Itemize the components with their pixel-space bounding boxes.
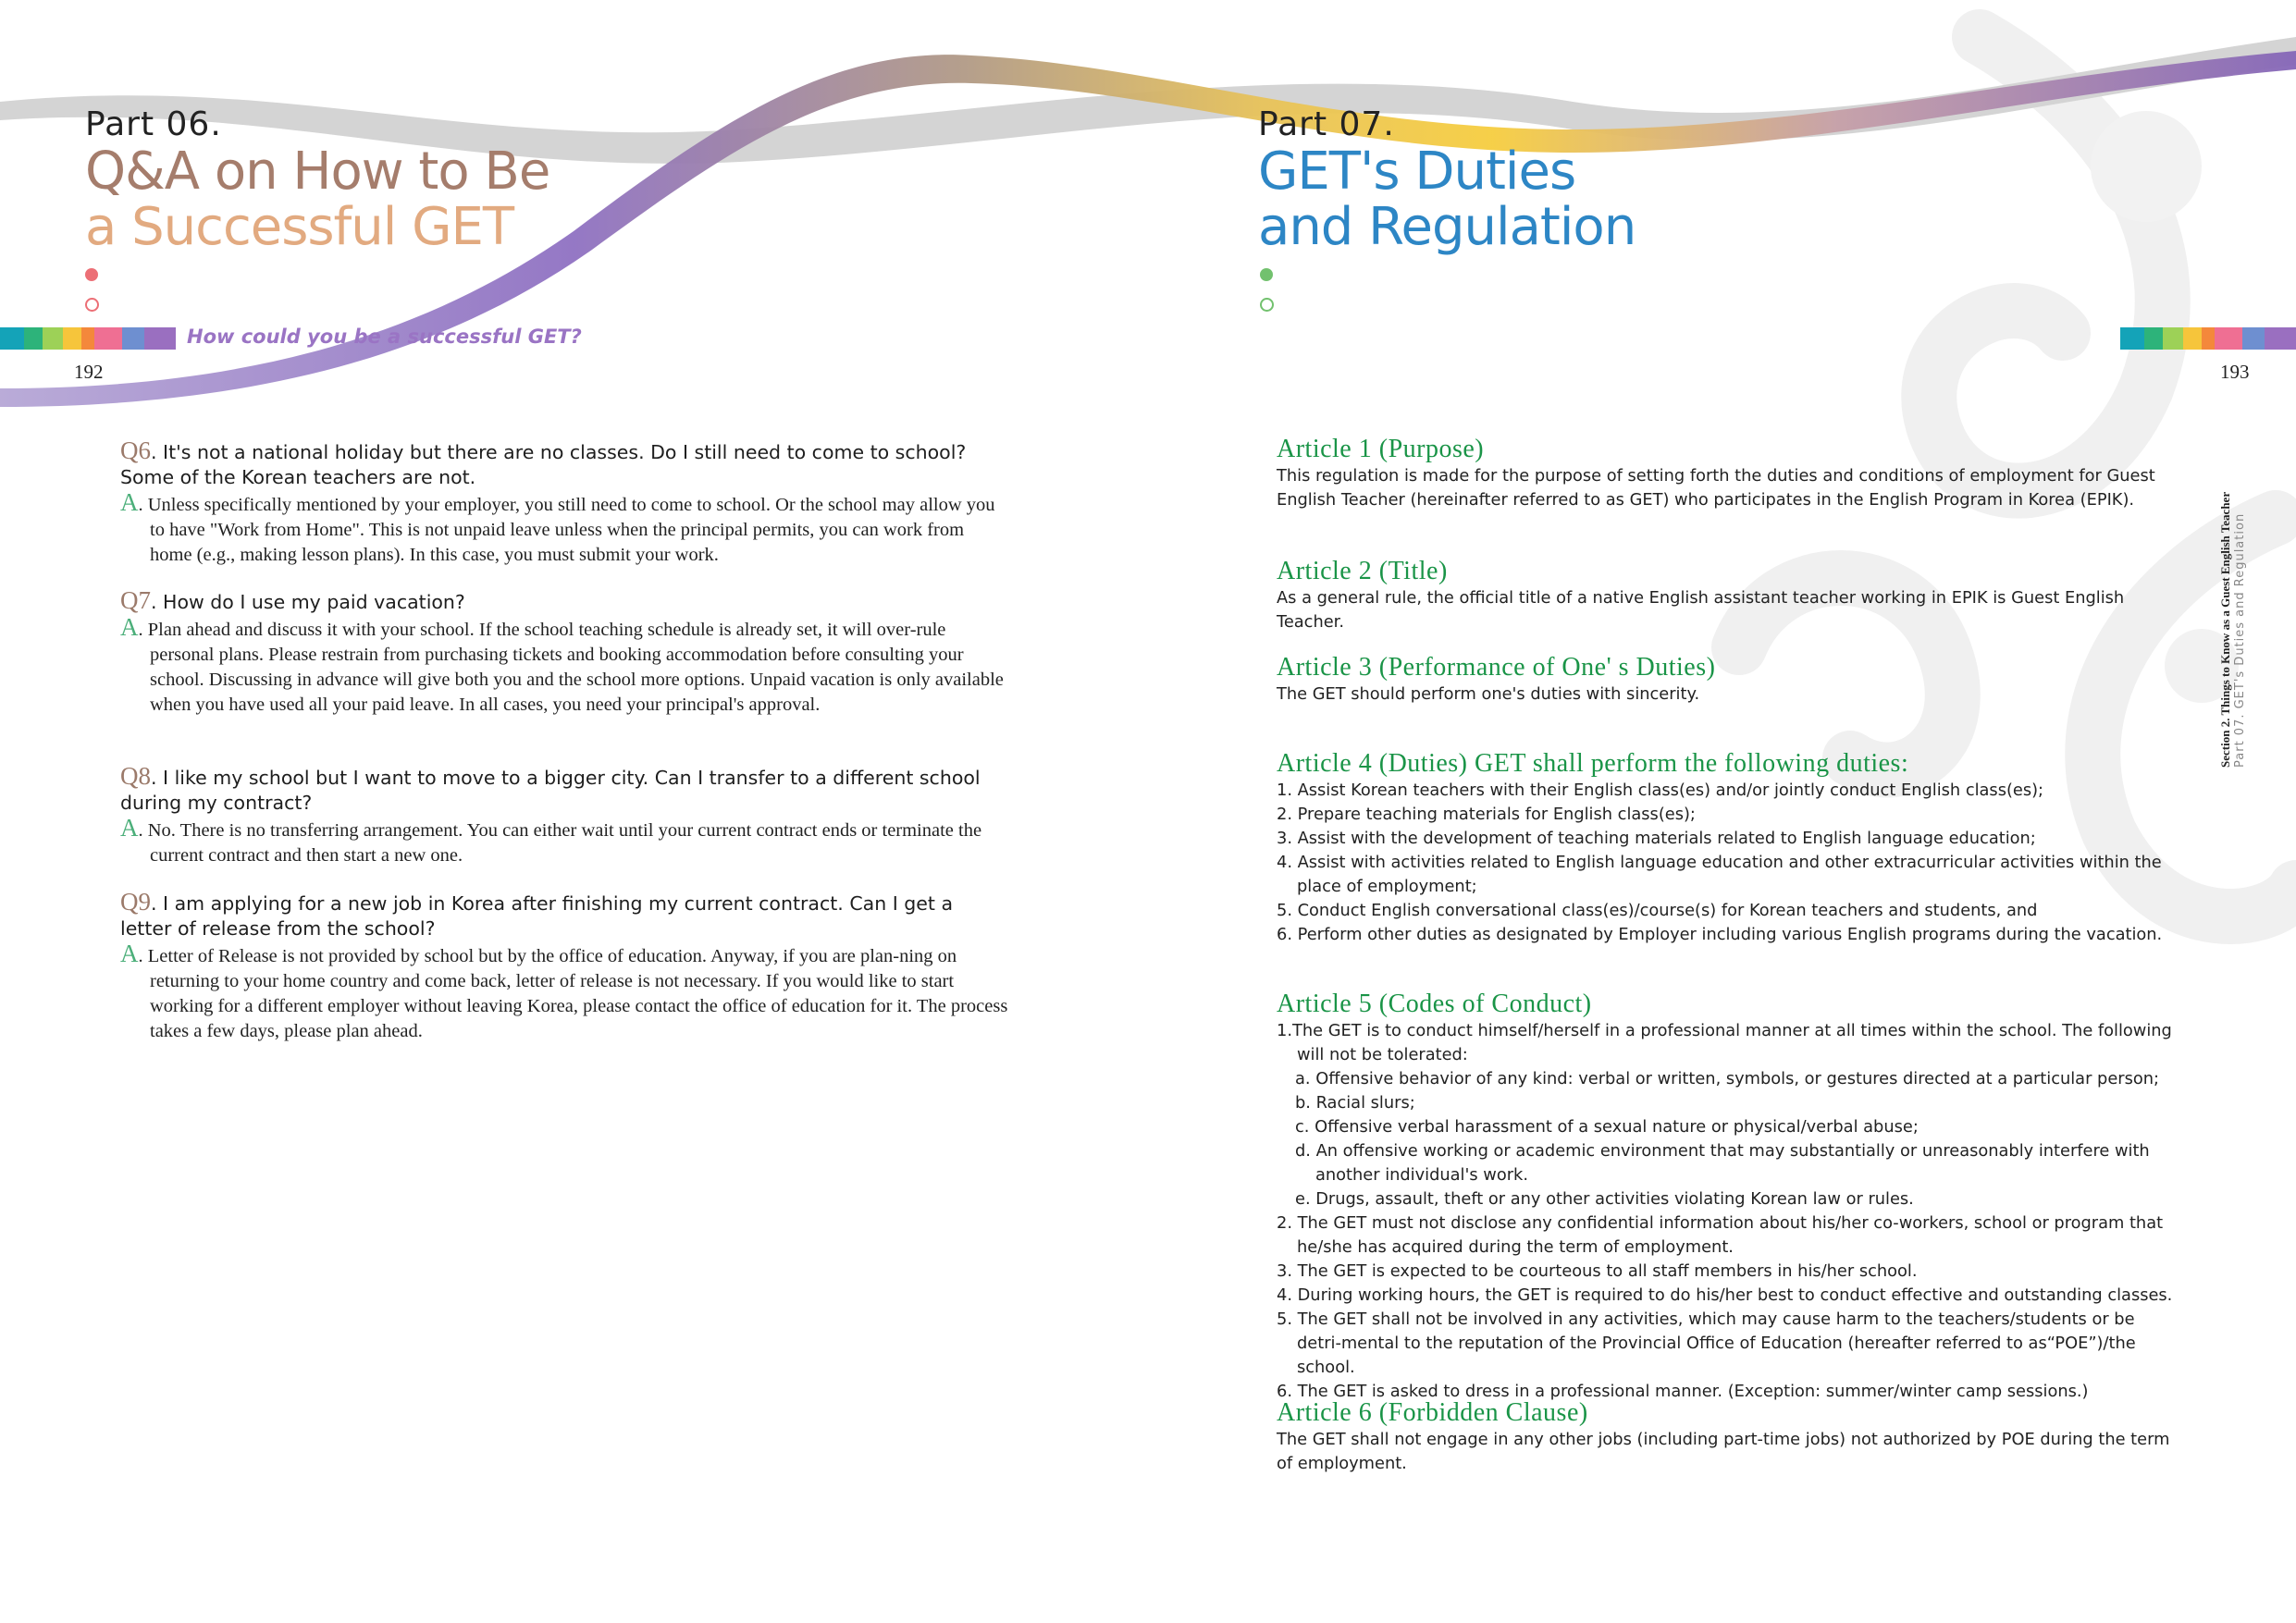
list-item: 3. Assist with the development of teaching materials related to English language education; <box>1277 829 2036 848</box>
left-title-line2: a Successful GET <box>85 197 514 257</box>
list-item: 6. Perform other duties as designated by Employer including various English programs during the vacation. <box>1277 925 2163 944</box>
part-07-label: Part 07. <box>1258 105 1395 143</box>
list-item: 4. During working hours, the GET is required to do his/her best to conduct effective and outstanding classes. <box>1277 1285 2173 1305</box>
article-4 <box>1277 749 2183 947</box>
right-dot-filled <box>1260 268 1273 281</box>
left-dot-ring <box>85 298 99 312</box>
a-label: A <box>120 940 139 967</box>
answer-text: . Plan ahead and discuss it with your school. If the school teaching schedule is already set, it will over-rule personal plans. Please restrain from purchasing tickets and booking accommodation before consulting your school. Discussing in advance will give both you and the school more options. Unpaid vacation is only available when you have used all your paid leave. In all cases, you need your principal's approval. <box>138 620 1004 715</box>
list-item: 2. The GET must not disclose any confidential information about his/her co-workers, school or program that he/she has acquired during the term of employment. <box>1277 1213 2164 1257</box>
answer-text: . Unless specifically mentioned by your employer, you still need to come to school. Or the school may allow you to have "Work from Home". This is not unpaid leave unless when the principal permits, you can work from home (e.g., making lesson plans). In this case, you must submit your work. <box>138 495 995 565</box>
left-subtitle: How could you be a successful GET? <box>187 326 582 348</box>
question-text: . How do I use my paid vacation? <box>151 591 465 613</box>
a-label: A <box>120 613 139 641</box>
question-text: . It's not a national holiday but there are no classes. Do I still need to come to school? Some of the Korean teachers are not. <box>120 441 967 488</box>
list-item: 6. The GET is asked to dress in a professional manner. (Exception: summer/winter camp sessions.) <box>1277 1382 2089 1401</box>
article-heading: Article 2 (Title) <box>1277 557 1448 585</box>
list-item: 3. The GET is expected to be courteous to all staff members in his/her school. <box>1277 1261 1918 1281</box>
part-06-label: Part 06. <box>85 105 222 143</box>
sub-list-item: c. Offensive verbal harassment of a sexual nature or physical/verbal abuse; <box>1295 1117 1919 1137</box>
article-body: The GET shall not engage in any other jobs (including part-time jobs) not authorized by POE during the term of employment. <box>1277 1430 2170 1473</box>
list-item: 2. Prepare teaching materials for English class(es); <box>1277 805 1696 824</box>
sub-list-item: d. An offensive working or academic environment that may substantially or unreasonably interfere with another individual's work. <box>1295 1141 2150 1185</box>
qa-item <box>120 438 1008 568</box>
article-2 <box>1277 557 2183 634</box>
a-label: A <box>120 488 139 516</box>
article-body: As a general rule, the official title of a native English assistant teacher working in EPIK is Guest English Teacher. <box>1277 588 2125 632</box>
article-body: The GET should perform one's duties with sincerity. <box>1277 684 1700 704</box>
right-title-line1: GET's Duties <box>1258 141 1576 202</box>
qa-item <box>120 764 1008 868</box>
article-1 <box>1277 435 2183 512</box>
list-item: 1.The GET is to conduct himself/herself in a professional manner at all times within the school. The following will not be tolerated: <box>1277 1021 2172 1064</box>
section-side-label: Section 2. Things to Know as a Guest English Teacher Part 07. GET's Duties and Regulation <box>2218 491 2247 768</box>
left-dot-filled <box>85 268 98 281</box>
qa-item <box>120 588 1008 718</box>
article-heading: Article 3 (Performance of One' s Duties) <box>1277 653 1716 682</box>
sub-list-item: e. Drugs, assault, theft or any other activities violating Korean law or rules. <box>1295 1189 1914 1209</box>
answer-text: . No. There is no transferring arrangement. You can either wait until your current contract ends or terminate the current contract and then start a new one. <box>138 820 982 866</box>
right-dot-ring <box>1260 298 1274 312</box>
left-title-line1: Q&A on How to Be <box>85 141 550 202</box>
a-label: A <box>120 814 139 842</box>
list-item: 1. Assist Korean teachers with their English class(es) and/or jointly conduct English class(es); <box>1277 781 2044 800</box>
article-body: This regulation is made for the purpose of setting forth the duties and conditions of employment for Guest English Teacher (hereinafter referred to as GET) who participates in the English Program in Korea (EPIK). <box>1277 466 2155 510</box>
qa-item <box>120 890 1008 1044</box>
article-heading: Article 5 (Codes of Conduct) <box>1277 990 1592 1018</box>
q-label: Q7 <box>120 586 151 614</box>
article-heading: Article 4 (Duties) GET shall perform the following duties: <box>1277 749 1909 778</box>
list-item: 5. The GET shall not be involved in any activities, which may cause harm to the teachers/students or be detri-mental to the reputation of the Provincial Office of Education (hereafter referred to as“POE”)/the school. <box>1277 1309 2136 1377</box>
right-title-line2: and Regulation <box>1258 197 1636 257</box>
q-label: Q6 <box>120 436 151 464</box>
sub-list-item: a. Offensive behavior of any kind: verbal or written, symbols, or gestures directed at a particular person; <box>1295 1069 2159 1088</box>
q-label: Q8 <box>120 762 151 790</box>
article-6 <box>1277 1398 2183 1476</box>
page-number-right: 193 <box>2220 361 2250 383</box>
answer-text: . Letter of Release is not provided by school but by the office of education. Anyway, if you are plan-ning on returning to your home country and come back, letter of release is not necessary. If you would like to start working for a different employer without leaving Korea, please contact the office of education for it. The process takes a few days, please plan ahead. <box>138 946 1008 1041</box>
left-color-stripe <box>0 327 176 350</box>
right-color-stripe <box>2120 327 2296 350</box>
page-number-left: 192 <box>74 361 104 383</box>
article-heading: Article 1 (Purpose) <box>1277 435 1485 463</box>
question-text: . I am applying for a new job in Korea after finishing my current contract. Can I get a letter of release from the school? <box>120 892 954 940</box>
question-text: . I like my school but I want to move to a bigger city. Can I transfer to a different school during my contract? <box>120 767 981 814</box>
sub-list-item: b. Racial slurs; <box>1295 1093 1415 1113</box>
article-5 <box>1277 990 2183 1404</box>
list-item: 4. Assist with activities related to English language education and other extracurricular activities within the place of employment; <box>1277 853 2162 896</box>
q-label: Q9 <box>120 888 151 916</box>
article-3 <box>1277 653 2183 707</box>
article-heading: Article 6 (Forbidden Clause) <box>1277 1398 1588 1427</box>
list-item: 5. Conduct English conversational class(es)/course(s) for Korean teachers and students, and <box>1277 901 2038 920</box>
